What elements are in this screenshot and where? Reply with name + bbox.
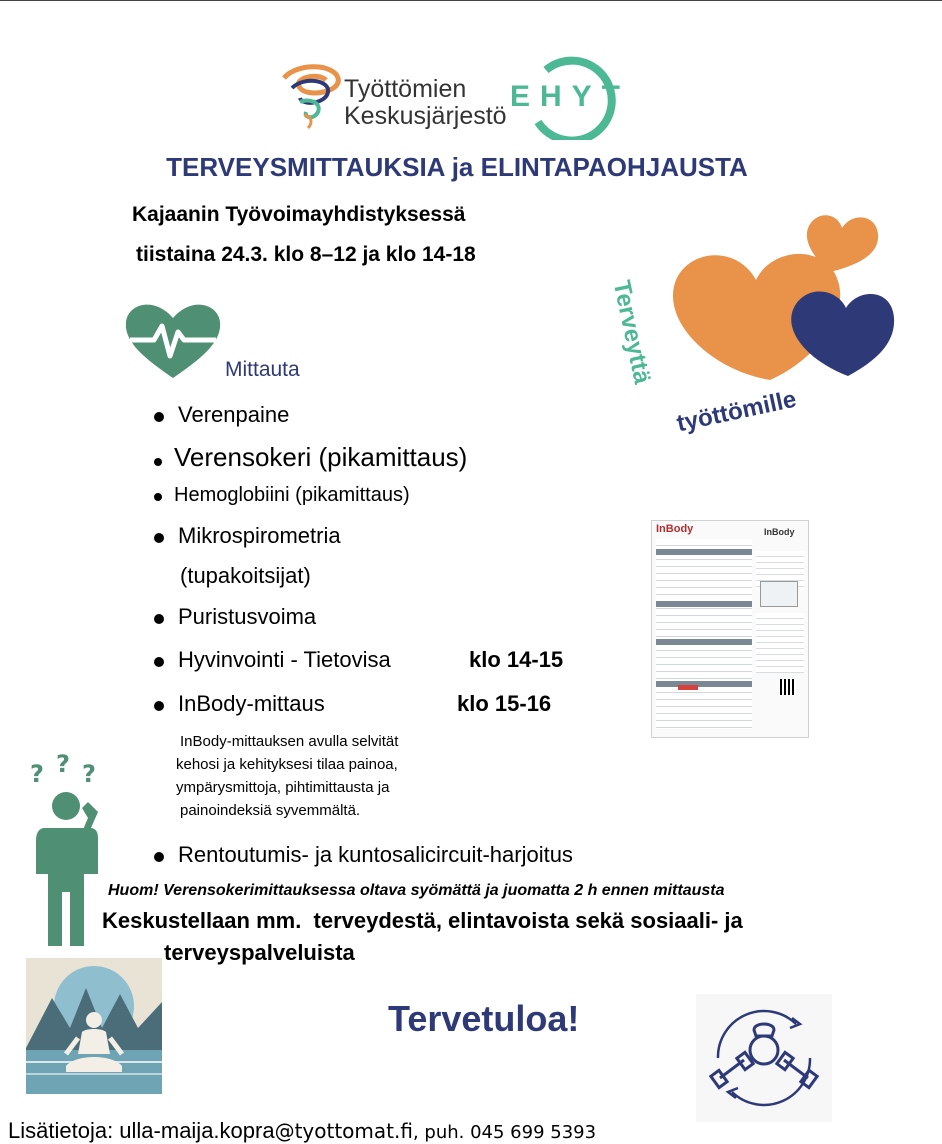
sheet-graph xyxy=(760,581,798,607)
bullet-icon xyxy=(154,493,162,501)
list-item: Hyvinvointi - Tietovisa xyxy=(154,647,391,673)
inbody-description: InBody-mittauksen avulla selvität kehosi ja kehityksesi tilaa painoa, ympärysmittoja, pihtimittausta ja painoindeksiä syvemmältä. xyxy=(176,733,399,819)
welcome-text: Tervetuloa! xyxy=(388,998,580,1039)
meditation-image xyxy=(26,958,162,1094)
bullet-icon xyxy=(154,852,164,862)
tyottomien-logo xyxy=(278,58,510,134)
venue: Kajaanin Työvoimayhdistyksessä xyxy=(132,203,466,226)
bullet-icon xyxy=(154,701,164,711)
bullet-icon xyxy=(154,412,164,422)
badge-line1: Terveyttä xyxy=(607,278,656,387)
qr-code-icon xyxy=(780,679,796,695)
inbody-sheet-brand: InBody xyxy=(656,523,694,535)
measure-heading: Mittauta xyxy=(225,358,300,381)
badge-line2: työttömille xyxy=(674,385,799,438)
page-title: TERVEYSMITTAUKSIA ja ELINTAPAOHJAUSTA xyxy=(166,152,748,182)
list-item: Rentoutumis- ja kuntosalicircuit-harjoitus xyxy=(154,842,573,868)
org-name-line2: Keskusjärjestö xyxy=(344,102,507,130)
inbody-sheet-brand-right: InBody xyxy=(764,527,795,537)
svg-text:?: ? xyxy=(82,760,96,788)
contact-email-domain[interactable]: @tyottomat.fi xyxy=(274,1119,413,1143)
list-item-continuation: (tupakoitsijat) xyxy=(180,563,311,588)
event-time: tiistaina 24.3. klo 8–12 ja klo 14-18 xyxy=(136,243,476,266)
thinking-person-icon xyxy=(24,752,108,948)
list-item: Verenpaine xyxy=(154,402,289,428)
list-item: Mikrospirometria xyxy=(154,523,341,549)
list-item: Verensokeri (pikamittaus) xyxy=(154,442,467,473)
terveytta-tyottomille-badge xyxy=(607,200,920,440)
list-item: Puristusvoima xyxy=(154,604,316,630)
list-item: InBody-mittaus xyxy=(154,691,325,717)
top-border xyxy=(0,0,942,1)
bullet-icon xyxy=(154,657,164,667)
spiral-logo-icon xyxy=(278,58,348,134)
sheet-table xyxy=(656,539,752,729)
contact-footer xyxy=(8,1118,596,1144)
discussion-line2: terveyspalveluista xyxy=(164,940,355,965)
list-item: Hemoglobiini (pikamittaus) xyxy=(154,484,410,507)
quiz-time: klo 14-15 xyxy=(469,647,564,672)
ehyt-wordmark: EHYT xyxy=(510,80,631,113)
discussion-line1: Keskustellaan mm. terveydestä, elintavoista sekä sosiaali- ja xyxy=(102,908,743,933)
org-name-line1: Työttömien xyxy=(344,75,467,103)
inbody-time: klo 15-16 xyxy=(457,691,552,716)
kettlebell-dumbbell-icon xyxy=(696,994,832,1122)
ehyt-logo xyxy=(508,52,636,140)
contact-label: Lisätietoja: ulla-maija.kopra xyxy=(8,1118,275,1143)
heart-pulse-icon xyxy=(124,298,222,382)
bullet-icon xyxy=(154,458,162,466)
svg-text:?: ? xyxy=(56,752,70,778)
fasting-note: Huom! Verensokerimittauksessa oltava syömättä ja juomatta 2 h ennen mittausta xyxy=(108,882,725,899)
bullet-icon xyxy=(154,533,164,543)
inbody-result-sheet xyxy=(651,520,809,738)
svg-text:?: ? xyxy=(30,760,44,788)
contact-phone: , puh. 045 699 5393 xyxy=(412,1122,597,1143)
bullet-icon xyxy=(154,614,164,624)
